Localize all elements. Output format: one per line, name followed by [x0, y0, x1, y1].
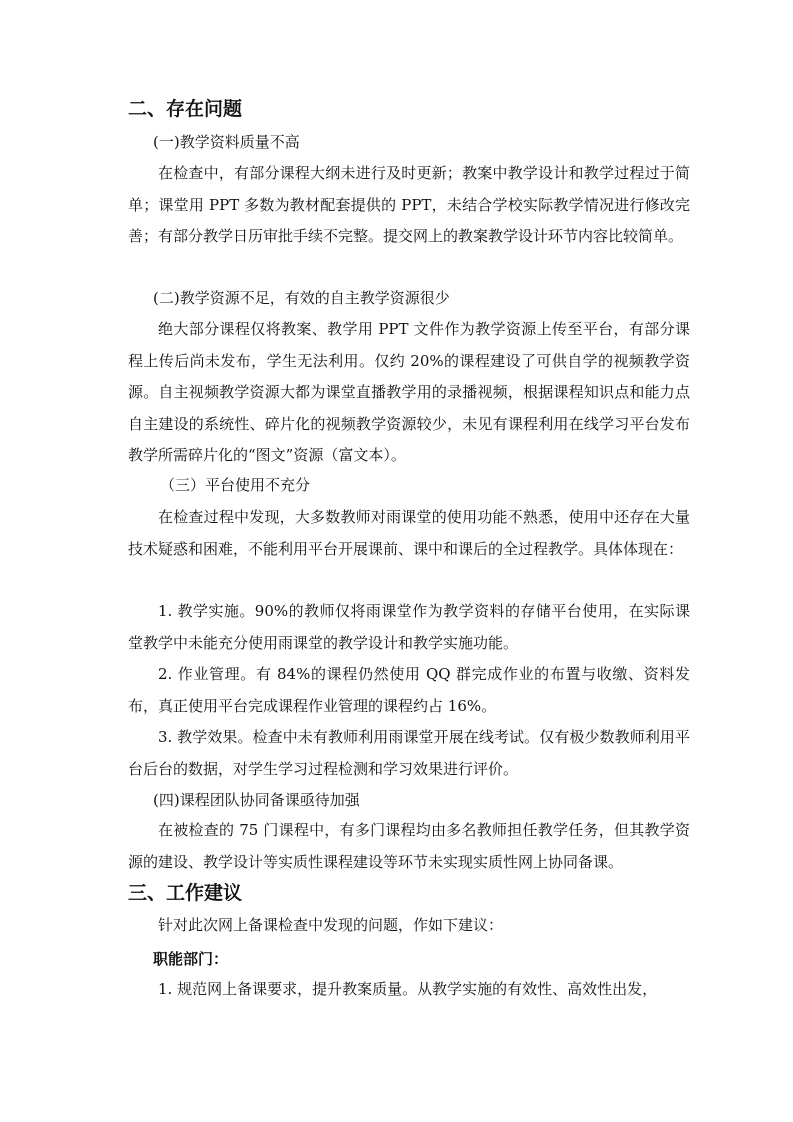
section-heading-problems: 二、存在问题 [128, 98, 243, 120]
paragraph-platform-usage: 在检查过程中发现，大多数教师对雨课堂的使用功能不熟悉，使用中还存在大量技术疑惑和困难，不能利用平台开展课前、课中和课后的全过程教学。具体体现在： [128, 508, 690, 558]
subheading-team-collaboration: (四)课程团队协同备课亟待加强 [153, 791, 360, 809]
section-heading-suggestions: 三、工作建议 [128, 882, 243, 904]
paragraph-teaching-resources: 绝大部分课程仅将教案、教学用 PPT 文件作为教学资源上传至平台，有部分课程上传后尚未发布，学生无法利用。仅约 20%的课程建设了可供自学的视频教学资源。自主视频教学资源大都为课堂直播教学用的录播视频，根据课程知识点和能力点自主建设的系统性、碎片化的视频教学资源较少，未见有课程利用在线学习平台发布教学所需碎片化的“图文”资源（富文本）。 [128, 320, 690, 464]
subheading-platform-usage: （三）平台使用不充分 [160, 476, 311, 494]
list-item-standardize-lesson-prep: 1. 规范网上备课要求，提升教案质量。从教学实施的有效性、高效性出发， [158, 980, 658, 998]
list-item-teaching-implementation: 1. 教学实施。90%的教师仅将雨课堂作为教学资料的存储平台使用，在实际课堂教学中未能充分使用雨课堂的教学设计和教学实施功能。 [128, 602, 690, 652]
list-item-homework-management: 2. 作业管理。有 84%的课程仍然使用 QQ 群完成作业的布置与收缴、资料发布，真正使用平台完成课程作业管理的课程约占 16%。 [128, 665, 690, 715]
subheading-teaching-resources: (二)教学资源不足，有效的自主教学资源很少 [153, 289, 450, 307]
list-item-teaching-effect: 3. 教学效果。检查中未有教师利用雨课堂开展在线考试。仅有极少数教师利用平台后台的数据，对学生学习过程检测和学习效果进行评价。 [128, 728, 690, 778]
subheading-teaching-materials: (一)教学资料质量不高 [153, 133, 300, 151]
paragraph-suggestions-intro: 针对此次网上备课检查中发现的问题，作如下建议： [158, 916, 504, 934]
paragraph-teaching-materials: 在检查中，有部分课程大纲未进行及时更新；教案中教学设计和教学过程过于简单；课堂用 PPT 多数为教材配套提供的 PPT，未结合学校实际教学情况进行修改完善；有部分教学日历审批手续不完整。提交网上的教案教学设计环节内容比较简单。 [128, 164, 690, 245]
subheading-functional-departments: 职能部门： [153, 950, 229, 968]
paragraph-team-collaboration: 在被检查的 75 门课程中，有多门课程均由多名教师担任教学任务，但其教学资源的建设、教学设计等实质性课程建设等环节未实现实质性网上协同备课。 [128, 821, 690, 871]
